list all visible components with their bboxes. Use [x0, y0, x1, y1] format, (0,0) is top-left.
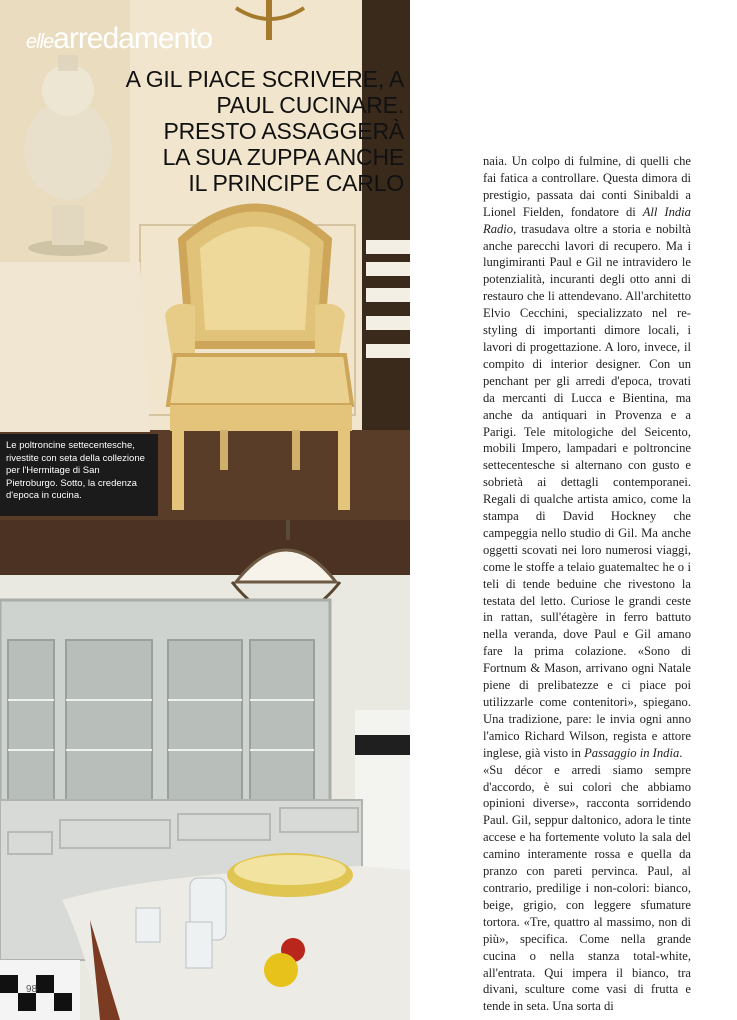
headline-line: IL PRINCIPE CARLO	[188, 170, 404, 196]
magazine-brand	[26, 22, 212, 56]
text-run: .	[679, 745, 683, 760]
brand-main: arredamento	[53, 22, 213, 55]
headline-line: PRESTO ASSAGGERÀ	[163, 118, 404, 144]
text-run: , trasudava oltre a storia e nobiltà anche parecchi lavori di recupero. Ma i lungimiranti Paul e Gil ne intravidero le potenzialità, incuranti degli otto anni di restauro che li attendevano. All'architetto Elvio Cecchini, specializzato nel re-styling di importanti dimore locali, i lavori di progettazione. A loro, invece, il compito di interior designer. Con un penchant per gli arredi d'epoca, trovati da mercanti di Lucca e Bientina, ma anche da antiquari in Provenza e a Parigi. Tele mitologiche del Seicento, mobili Impero, lampadari e poltroncine settecentesche si alternano con gusto e sobrietà ai dettagli contemporanei. Regali di qualche artista amico, come la stampa di David Hockney che campeggia nello studio di Gil. Ma anche oggetti scovati nei loro numerosi viaggi, come le stoffe a telaio guatemaltec he o i teli di tende beduine che rivestono la testata del letto. Curiose le grandi ceste in rattan, sull'étagère in ferro battuto nella veranda, dove Paul e Gil amano fare la prima colazione. «Sono di Fortnum & Mason, arrivano ogni Natale piene di prelibatezze e ci piace poi utilizzarle come contenitori», spiegano. Una tradizione, pare: le invia ogni anno l'amico Richard Wilson, regista e attore inglese, già visto in	[483, 221, 691, 760]
photo-caption: Le poltroncine settecentesche, rivestite con seta della collezione per l'Hermitage di San Pietroburgo. Sotto, la credenza d'epoca in cucina.	[0, 434, 158, 516]
page-number: 98	[26, 984, 38, 995]
article-body	[483, 153, 691, 1015]
headline-line: PAUL CUCINARE.	[216, 92, 404, 118]
kitchen-illustration	[0, 520, 410, 1020]
headline-line: LA SUA ZUPPA ANCHE	[162, 144, 404, 170]
text-run-italic: All India Radio	[483, 204, 691, 236]
photo-chair	[0, 0, 410, 520]
paragraph	[483, 153, 691, 762]
headline-line: A GIL PIACE SCRIVERE, A	[125, 66, 404, 92]
brand-prefix: elle	[26, 31, 54, 53]
text-run-italic: Passaggio in India	[584, 745, 680, 760]
text-run: naia. Un colpo di fulmine, di quelli che fai fatica a controllare. Questa dimora di prestigio, passata dai conti Sinibaldi a Lionel Fielden, fondatore di	[483, 154, 691, 219]
paragraph: «Su décor e arredi siamo sempre d'accordo, è sui colori che abbiamo opinioni diverse», racconta sorridendo Paul. Gil, seppur daltonico, adora le tinte accese e ha fortemente voluto la sala del camino interamente rossa e quella da pranzo con pareti pervinca. Paul, al contrario, predilige i non-colori: bianco, beige, grigio, con leggere sfumature tortora. «Tre, quattro al massimo, non di più», specifica. Come nella grande cucina o nella stanza total-white, all'entrata. Qui impera il bianco, tra divani, sculture come vasi di frutta e tende in seta. Una sorta di	[483, 762, 691, 1014]
article-headline	[104, 66, 404, 196]
photo-kitchen	[0, 520, 410, 1020]
